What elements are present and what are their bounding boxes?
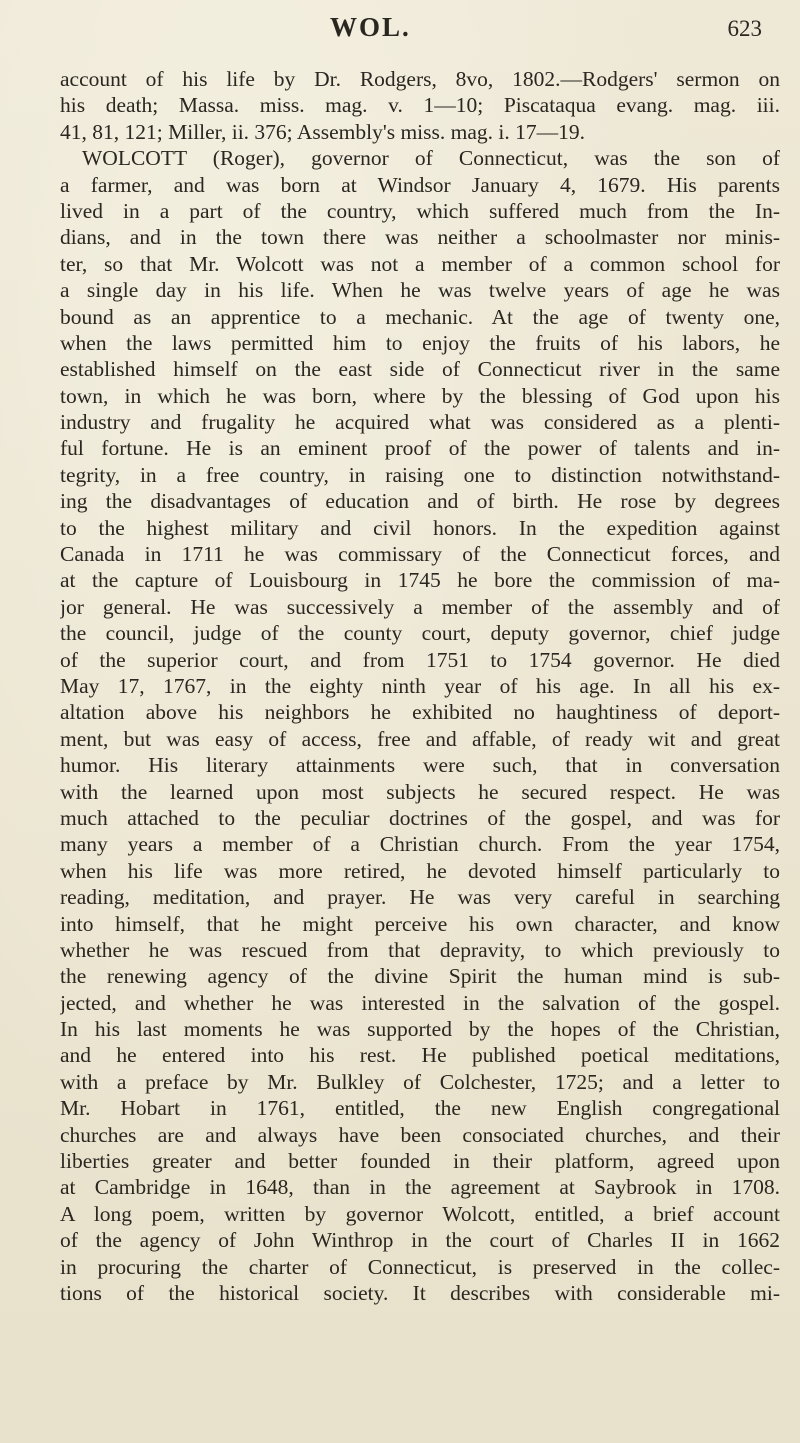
text-line: industry and frugality he acquired what was considered as a plenti-	[60, 410, 780, 435]
text-line: tegrity, in a free country, in raising one to distinction notwithstand-	[60, 462, 780, 487]
text-line: his death; Massa. miss. mag. v. 1—10; Piscataqua evang. mag. iii.	[60, 93, 780, 118]
text-line: established himself on the east side of Connecticut river in the same	[60, 357, 780, 382]
text-line: WOLCOTT (Roger), governor of Connecticut, was the son of	[82, 146, 780, 171]
text-line: when his life was more retired, he devoted himself particularly to	[60, 858, 780, 883]
text-line: Mr. Hobart in 1761, entitled, the new English congregational	[60, 1096, 780, 1121]
text-line: dians, and in the town there was neither a schoolmaster nor minis-	[60, 225, 780, 250]
text-line: account of his life by Dr. Rodgers, 8vo, 1802.—Rodgers' sermon on	[60, 67, 780, 91]
text-line: jected, and whether he was interested in the salvation of the gospel.	[60, 990, 780, 1015]
text-line: reading, meditation, and prayer. He was very careful in searching	[60, 885, 780, 910]
text-line: churches are and always have been consociated churches, and their	[60, 1122, 780, 1147]
text-line: ment, but was easy of access, free and affable, of ready wit and great	[60, 726, 780, 751]
text-line: town, in which he was born, where by the blessing of God upon his	[60, 383, 780, 408]
text-line: to the highest military and civil honors. In the expedition against	[60, 515, 780, 540]
text-line: of the agency of John Winthrop in the court of Charles II in 1662	[60, 1228, 780, 1253]
text-line: tions of the historical society. It describes with considerable mi-	[60, 1280, 780, 1305]
text-line: jor general. He was successively a member of the assembly and of	[60, 594, 780, 619]
text-line: In his last moments he was supported by the hopes of the Christian,	[60, 1017, 780, 1042]
text-line: many years a member of a Christian church. From the year 1754,	[60, 832, 780, 857]
text-line: in procuring the charter of Connecticut, is preserved in the collec-	[60, 1254, 780, 1279]
text-line: of the superior court, and from 1751 to 1754 governor. He died	[60, 647, 780, 672]
text-line: and he entered into his rest. He published poetical meditations,	[60, 1043, 780, 1068]
text-line: at Cambridge in 1648, than in the agreement at Saybrook in 1708.	[60, 1175, 780, 1200]
text-line: humor. His literary attainments were such, that in conversation	[60, 753, 780, 778]
body-text	[60, 66, 780, 1306]
text-line: lived in a part of the country, which suffered much from the In-	[60, 198, 780, 223]
text-line: a farmer, and was born at Windsor January 4, 1679. His parents	[60, 172, 780, 197]
text-line: Canada in 1711 he was commissary of the Connecticut forces, and	[60, 542, 780, 567]
text-line: at the capture of Louisbourg in 1745 he bore the commission of ma-	[60, 568, 780, 593]
text-line: ter, so that Mr. Wolcott was not a member of a common school for	[60, 251, 780, 276]
text-line: into himself, that he might perceive his own character, and know	[60, 911, 780, 936]
text-line: with a preface by Mr. Bulkley of Colchester, 1725; and a letter to	[60, 1069, 780, 1094]
text-line: whether he was rescued from that depravity, to which previously to	[60, 937, 780, 962]
text-line: A long poem, written by governor Wolcott, entitled, a brief account	[60, 1201, 780, 1226]
page-number: 623	[727, 16, 762, 41]
text-line: when the laws permitted him to enjoy the fruits of his labors, he	[60, 330, 780, 355]
text-line: 41, 81, 121; Miller, ii. 376; Assembly's miss. mag. i. 17—19.	[60, 119, 585, 144]
text-line: a single day in his life. When he was twelve years of age he was	[60, 278, 780, 303]
running-head: WOL.	[330, 12, 411, 42]
text-line: bound as an apprentice to a mechanic. At the age of twenty one,	[60, 304, 780, 329]
text-line: the renewing agency of the divine Spirit the human mind is sub-	[60, 964, 780, 989]
text-line: ful fortune. He is an eminent proof of the power of talents and in-	[60, 436, 780, 461]
text-line: ing the disadvantages of education and of birth. He rose by degrees	[60, 489, 780, 514]
text-line: with the learned upon most subjects he secured respect. He was	[60, 779, 780, 804]
text-line: much attached to the peculiar doctrines of the gospel, and was for	[60, 805, 780, 830]
page-header	[0, 10, 800, 50]
text-line: altation above his neighbors he exhibited no haughtiness of deport-	[60, 700, 780, 725]
text-line: May 17, 1767, in the eighty ninth year of his age. In all his ex-	[60, 673, 780, 698]
text-line: the council, judge of the county court, deputy governor, chief judge	[60, 621, 780, 646]
text-line: liberties greater and better founded in their platform, agreed upon	[60, 1149, 780, 1174]
